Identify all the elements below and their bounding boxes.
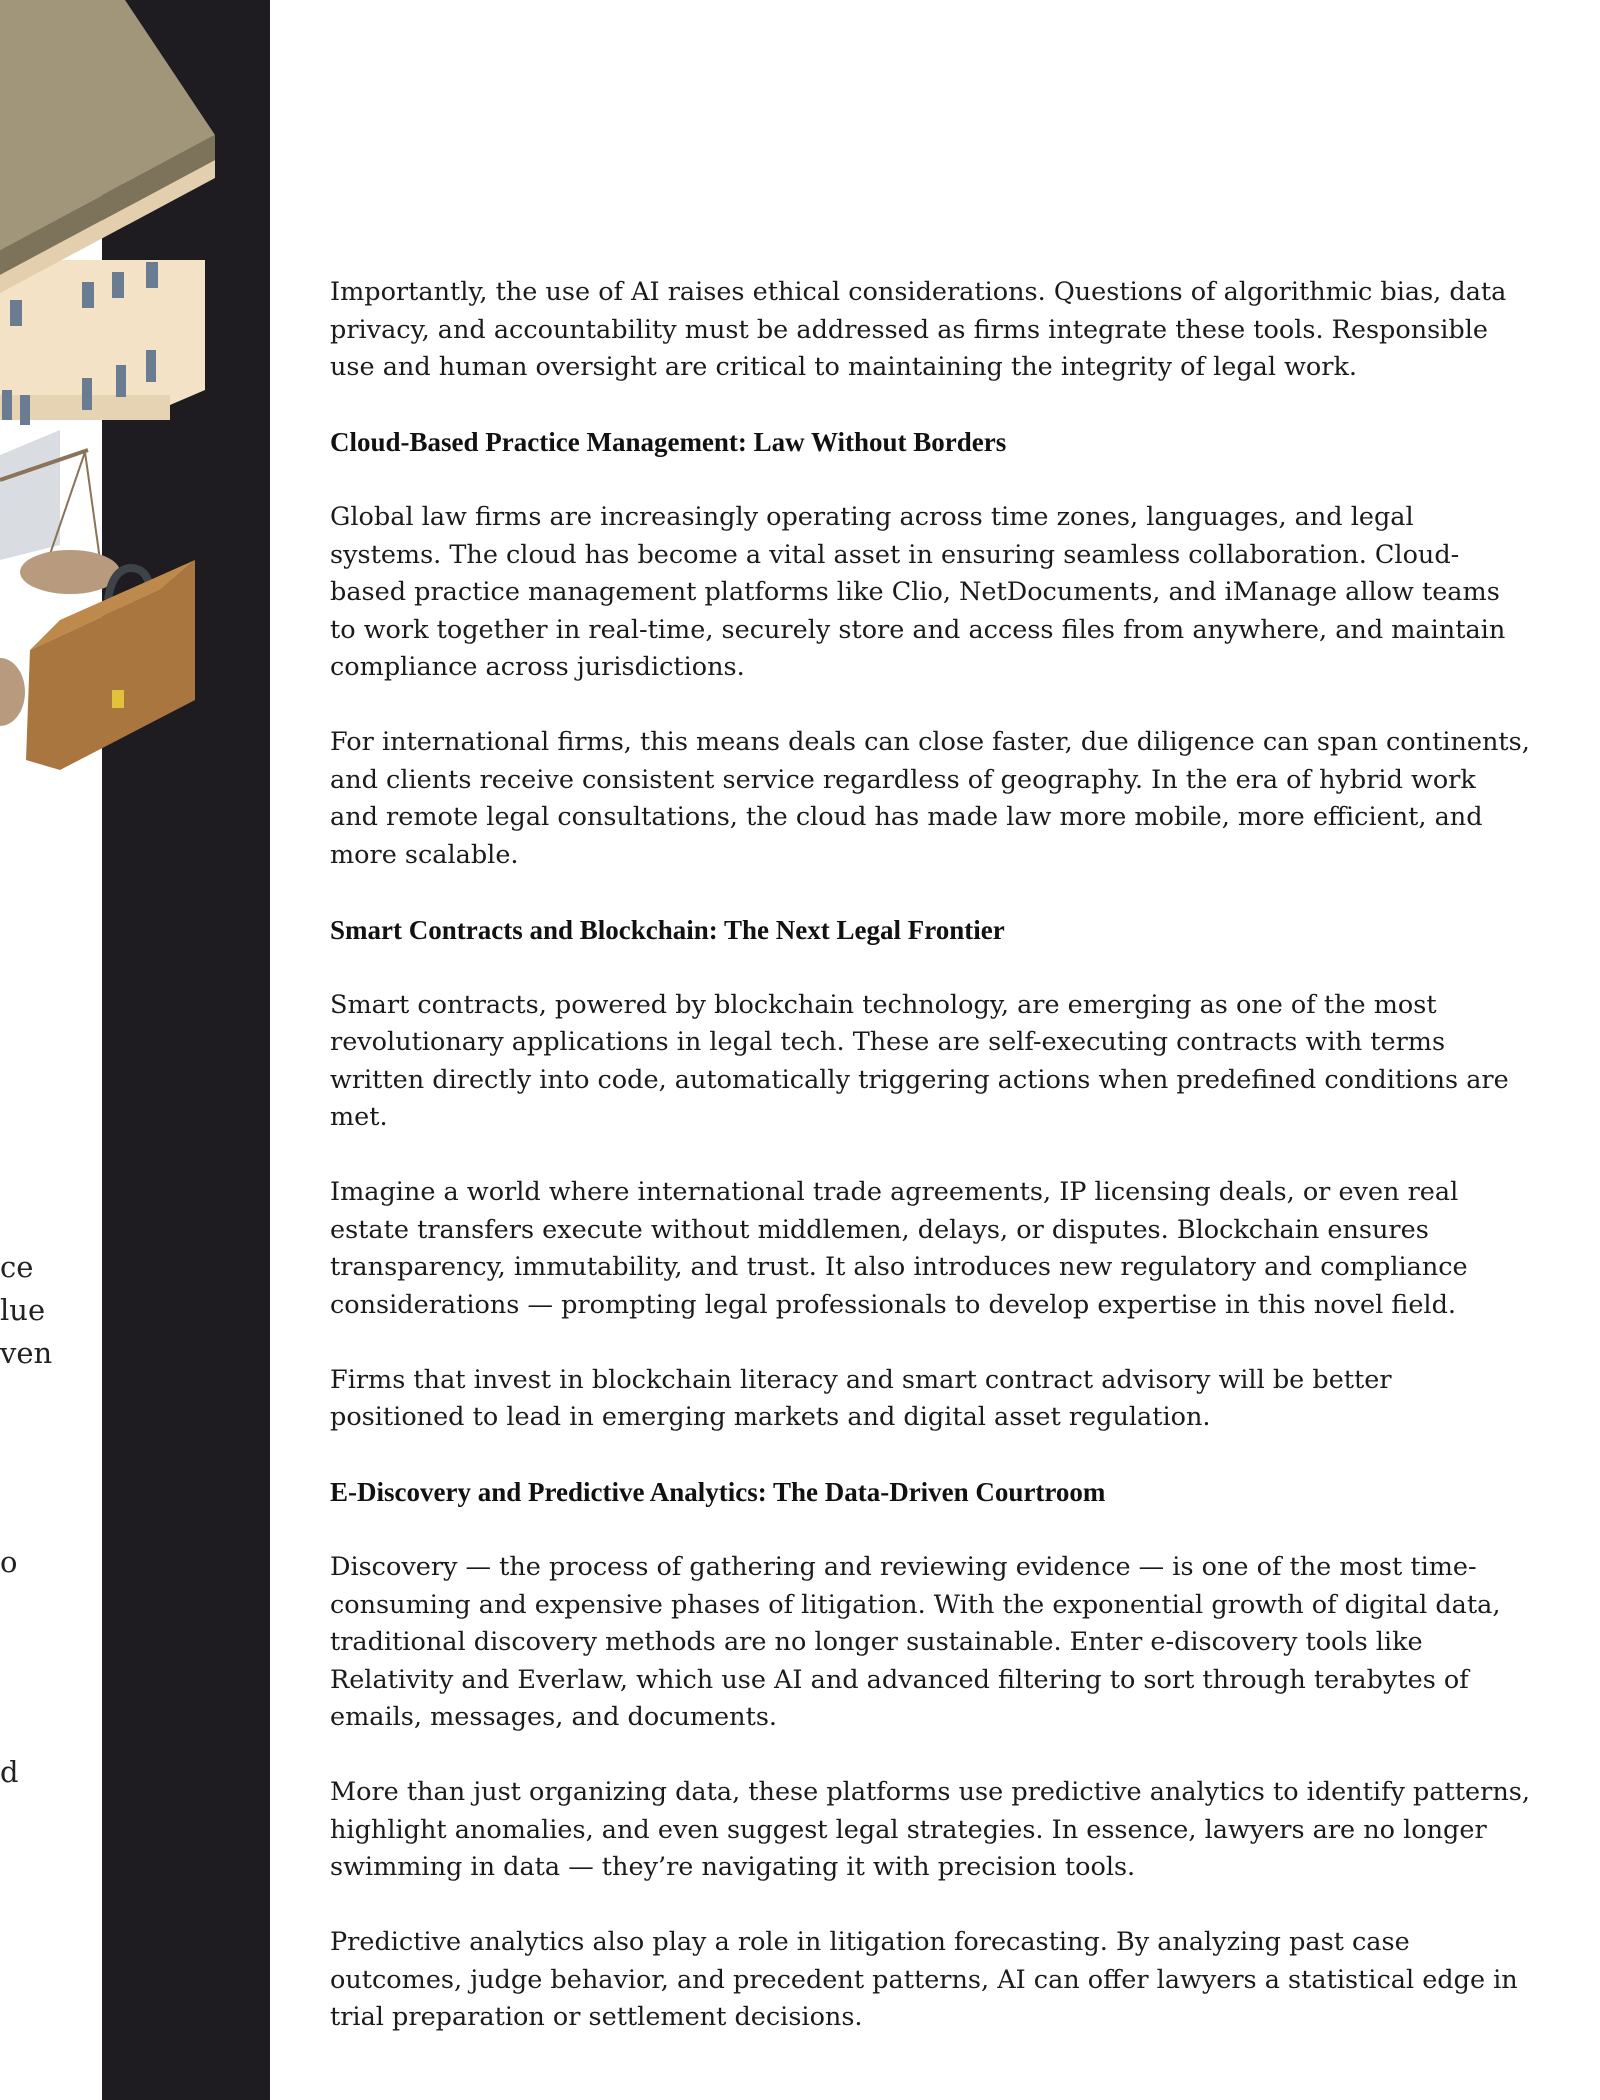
paragraph-cloud-global: Global law firms are increasingly operating across time zones, languages, and legal systems. The cloud has become a vital asset in ensuring seamless collaboration. Cloud-based practice management platforms like Clio, NetDocuments, and iManage allow teams to work together in real-time, securely store and access files from anywhere, and maintain compliance across jurisdictions. (330, 502, 1506, 682)
cut-off-text-2: lue (0, 1293, 46, 1327)
law-firm-illustration (0, 0, 270, 800)
scale-pan (20, 550, 120, 594)
paragraph-predictive-platforms: More than just organizing data, these platforms use predictive analytics to identify patterns, highlight anomalies, and even suggest legal strategies. In essence, lawyers are no longer swimming in data — they’re navigating it with precision tools. (330, 1777, 1530, 1882)
cut-off-text-1: ce (0, 1250, 34, 1284)
heading-cloud-practice: Cloud-Based Practice Management: Law Without Borders (330, 427, 1007, 457)
paragraph-litigation-forecasting: Predictive analytics also play a role in litigation forecasting. By analyzing past case outcomes, judge behavior, and precedent patterns, AI can offer lawyers a statistical edge in trial preparation or settlement decisions. (330, 1927, 1518, 2032)
paragraph-cloud-international: For international firms, this means deals can close faster, due diligence can span continents, and clients receive consistent service regardless of geography. In the era of hybrid work and remote legal consultations, the cloud has made law more mobile, more efficient, and more scalable. (330, 727, 1530, 870)
cut-off-text-4: o (0, 1545, 18, 1579)
cut-off-text-5: d (0, 1755, 19, 1789)
building-steps (0, 430, 60, 560)
article-body (330, 274, 1530, 2074)
paragraph-discovery: Discovery — the process of gathering and reviewing evidence — is one of the most time-consuming and expensive phases of litigation. With the exponential growth of digital data, traditional discovery methods are no longer sustainable. Enter e-discovery tools like Relativity and Everlaw, which use AI and advanced filtering to sort through terabytes of emails, messages, and documents. (330, 1552, 1501, 1732)
scale-pan-lower (0, 658, 25, 726)
heading-ediscovery: E-Discovery and Predictive Analytics: The Data-Driven Courtroom (330, 1477, 1106, 1507)
heading-smart-contracts: Smart Contracts and Blockchain: The Next Legal Frontier (330, 914, 1005, 945)
cut-off-text-3: ven (0, 1336, 53, 1370)
paragraph-smart-contracts: Smart contracts, powered by blockchain technology, are emerging as one of the most revolutionary applications in legal tech. These are self-executing contracts with terms written directly into code, automatically triggering actions when predefined conditions are met. (330, 989, 1509, 1132)
sidebar-illustration-panel (0, 0, 270, 2100)
paragraph-ai-ethics: Importantly, the use of AI raises ethical considerations. Questions of algorithmic bias, data privacy, and accountability must be addressed as firms integrate these tools. Responsible use and human oversight are critical to maintaining the integrity of legal work. (330, 277, 1507, 382)
briefcase-lock (112, 690, 124, 708)
building-facade (0, 260, 205, 405)
paragraph-blockchain-firms: Firms that invest in blockchain literacy and smart contract advisory will be better positioned to lead in emerging markets and digital asset regulation. (330, 1364, 1392, 1432)
paragraph-blockchain-world: Imagine a world where international trade agreements, IP licensing deals, or even real estate transfers execute without middlemen, delays, or disputes. Blockchain ensures transparency, immutability, and trust. It also introduces new regulatory and compliance considerations — prompting legal professionals to develop expertise in this novel field. (330, 1177, 1468, 1320)
